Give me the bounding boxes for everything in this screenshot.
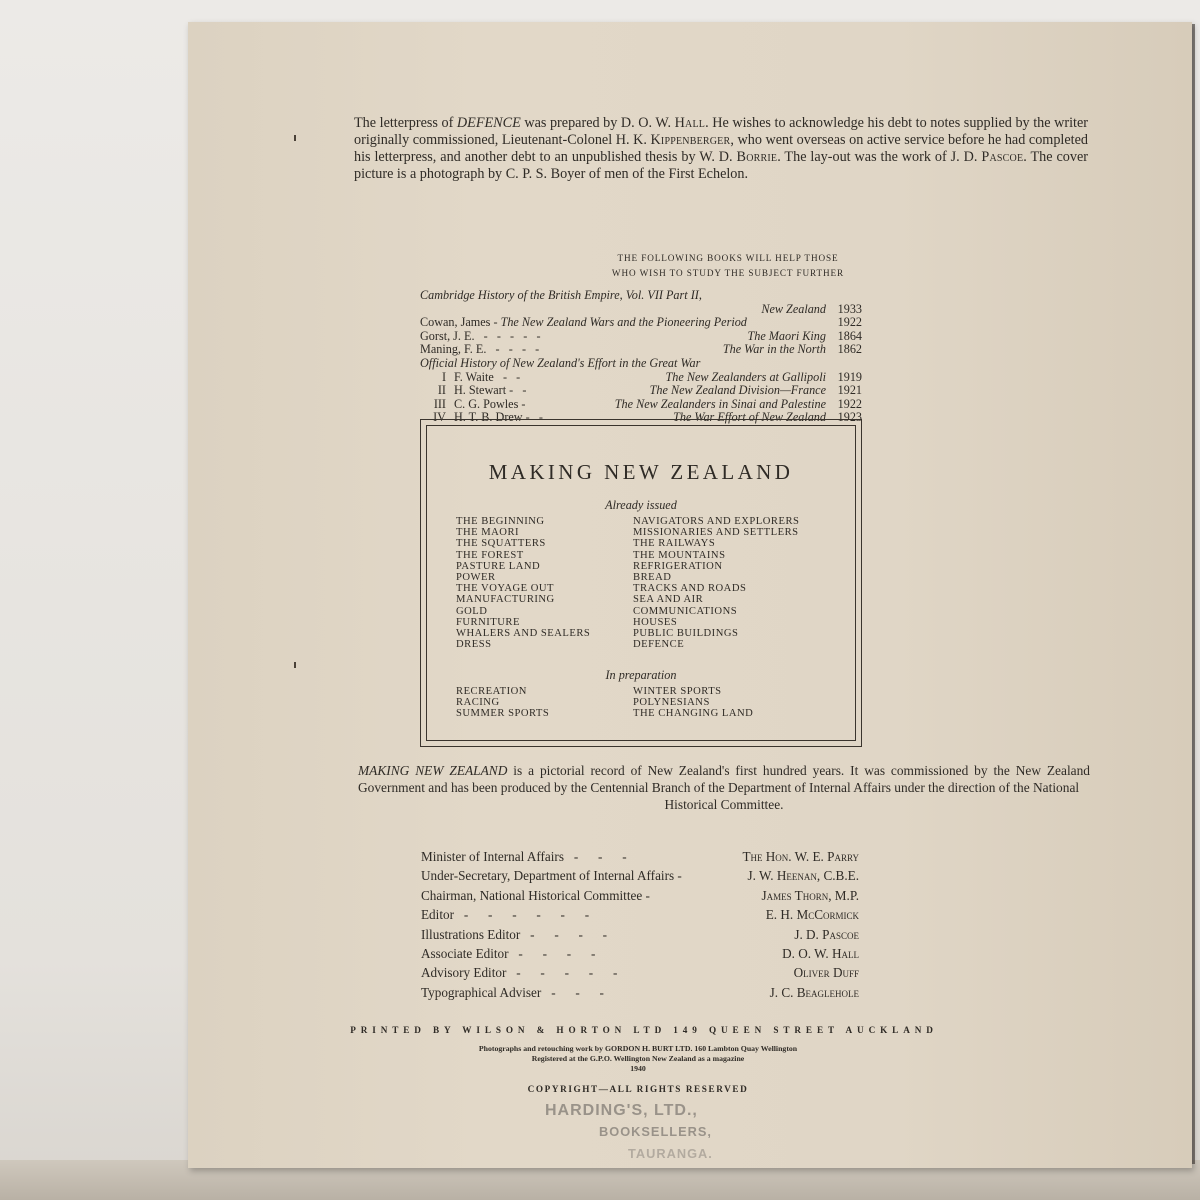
series-issue: PUBLIC BUILDINGS — [633, 627, 739, 639]
staff-row — [421, 983, 859, 1002]
staff-role: Associate Editor — [421, 945, 509, 961]
book-author: Maning, F. E. — [420, 342, 487, 357]
book-year: 1864 — [837, 328, 862, 343]
heading-line: WHO WISH TO STUDY THE SUBJECT FURTHER — [611, 268, 845, 278]
defence-title: DEFENCE — [456, 115, 521, 131]
book-row — [420, 289, 860, 303]
credits-text: . He wishes to acknowledge his debt to notes supplied by the writer originally commissioned, Lieutenant-Colonel H. K. — [354, 115, 1089, 148]
book-row — [420, 330, 860, 344]
series-issue: SEA AND AIR — [633, 594, 704, 606]
volume-row — [420, 398, 860, 412]
volume-author: H. T. B. Drew — [454, 410, 523, 425]
staff-name: J. D. Pascoe — [794, 926, 859, 942]
book-title: The New Zealand Wars and the Pioneering Period — [500, 315, 747, 330]
series-description-text: is a pictorial record of New Zealand's first hundred years. It was commissioned by the New Zealand Government and has been produced by the Centennial Branch of the Department of Internal Affairs under the direction of the National — [358, 763, 1091, 796]
book-title: The War in the North — [722, 342, 826, 357]
series-prep-issue: RECREATION — [456, 686, 527, 697]
staff-role: Editor — [421, 907, 454, 923]
volume-row — [420, 384, 860, 398]
volume-separator: - - — [506, 383, 530, 398]
staff-row — [421, 866, 859, 885]
series-issue: COMMUNICATIONS — [633, 605, 738, 617]
page-edge — [1192, 24, 1195, 1164]
volume-title: The New Zealanders in Sinai and Palestine — [614, 396, 826, 411]
series-issue: THE SQUATTERS — [456, 538, 546, 550]
volume-author: F. Waite — [454, 369, 494, 384]
series-issue: THE VOYAGE OUT — [456, 583, 555, 595]
staff-dashes: - — [674, 868, 686, 884]
margin-mark — [294, 135, 296, 141]
staff-row — [421, 963, 859, 982]
credits-text: . The cover picture is a photograph by C. P. S. Boyer of men of the First Echelon. — [354, 149, 1088, 182]
series-prep-issue: POLYNESIANS — [633, 697, 710, 709]
series-issue: WHALERS AND SEALERS — [456, 627, 591, 639]
volume-separator: - - — [493, 369, 524, 384]
volume-number: IV — [433, 410, 446, 425]
margin-mark — [294, 662, 296, 668]
series-issue: MANUFACTURING — [456, 594, 555, 606]
staff-role: Minister of Internal Affairs — [421, 849, 564, 864]
staff-name: Oliver Duff — [793, 965, 859, 981]
series-issue: THE FOREST — [456, 549, 524, 561]
series-prep-issue: SUMMER SPORTS — [456, 708, 550, 720]
credits-name: Kippenberger — [650, 132, 731, 148]
volume-separator: - - — [522, 410, 546, 425]
volume-year: 1923 — [837, 410, 862, 425]
credits-text: was prepared by D. O. W. — [520, 115, 675, 131]
staff-name: E. H. McCormick — [765, 907, 859, 923]
bookseller-stamp-line: BOOKSELLERS, — [599, 1124, 712, 1139]
book-row — [420, 316, 860, 330]
further-reading-heading — [468, 251, 988, 281]
staff-row — [421, 847, 859, 866]
heading-line: THE FOLLOWING BOOKS WILL HELP THOSE — [617, 253, 839, 263]
further-reading-list — [420, 289, 860, 425]
copyright-notice: COPYRIGHT—ALL RIGHTS RESERVED — [527, 1084, 749, 1094]
credits-name: Pascoe — [981, 149, 1024, 165]
series-prep-issue: THE CHANGING LAND — [633, 708, 754, 720]
series-description — [358, 762, 1090, 814]
series-issue: MISSIONARIES AND SETTLERS — [633, 527, 799, 539]
bookseller-stamp-line: TAURANGA. — [628, 1146, 713, 1161]
series-issue: TRACKS AND ROADS — [633, 583, 747, 595]
credits-name: Borrie — [736, 149, 778, 165]
credits-text: . The lay-out was the work of J. D. — [777, 149, 982, 165]
series-issue: DRESS — [456, 639, 492, 651]
staff-role: Chairman, National Historical Committee — [421, 887, 643, 903]
staff-role: Typographical Adviser — [421, 984, 542, 1000]
series-name: MAKING NEW ZEALAND — [358, 763, 508, 778]
staff-role: Under-Secretary, Department of Internal Affairs — [421, 868, 675, 884]
book-separator: - - - - — [486, 342, 549, 357]
staff-role: Advisory Editor — [421, 965, 507, 981]
series-issue: THE BEGINNING — [456, 516, 545, 527]
staff-name: James Thorn, M.P. — [761, 887, 859, 903]
printer-imprint: PRINTED BY WILSON & HORTON LTD 149 QUEEN STREET AUCKLAND — [350, 1025, 938, 1035]
issued-list-right — [633, 516, 799, 650]
staff-name: D. O. W. Hall — [782, 945, 859, 961]
volume-number: I — [441, 369, 446, 384]
series-issue: PASTURE LAND — [456, 560, 541, 572]
staff-name: The Hon. W. E. Parry — [742, 849, 859, 864]
volume-year: 1919 — [837, 369, 862, 384]
staff-role: Illustrations Editor — [421, 926, 521, 942]
staff-dashes: - - - — [563, 849, 630, 864]
series-issue: HOUSES — [633, 616, 678, 628]
credits-text: The letterpress of — [354, 115, 457, 131]
book-year: 1922 — [837, 315, 862, 330]
series-issue: THE RAILWAYS — [633, 538, 716, 550]
book-year: 1933 — [837, 301, 862, 316]
series-prep-issue: RACING — [456, 697, 500, 709]
series-issue: NAVIGATORS AND EXPLORERS — [633, 516, 800, 527]
staff-dashes: - - - — [541, 984, 608, 1000]
staff-dashes: - - - - - - — [453, 907, 593, 923]
volume-number: II — [437, 383, 446, 398]
prep-list-left — [456, 686, 549, 720]
book-row — [420, 303, 860, 317]
volume-number: III — [433, 396, 446, 411]
small-print — [428, 1044, 848, 1074]
staff-dashes: - — [642, 887, 654, 903]
volume-author: H. Stewart — [454, 383, 507, 398]
book-author: Gorst, J. E. — [420, 328, 475, 343]
registration-note: Registered at the G.P.O. Wellington New Zealand as a magazine — [531, 1054, 745, 1063]
prep-list-right — [633, 686, 753, 720]
series-prep-issue: WINTER SPORTS — [633, 686, 722, 697]
staff-dashes: - - - - — [520, 926, 611, 942]
book-subtitle: New Zealand — [761, 301, 826, 316]
series-issue: THE MOUNTAINS — [633, 549, 726, 561]
staff-row — [421, 905, 859, 924]
series-box — [420, 419, 862, 747]
issued-list-left — [456, 516, 590, 650]
staff-row — [421, 886, 859, 905]
volume-year: 1921 — [837, 383, 862, 398]
book-separator: - — [490, 315, 501, 330]
series-issue: GOLD — [456, 605, 488, 617]
book-author: Cowan, James — [420, 315, 491, 330]
book-row — [420, 343, 860, 357]
staff-list — [421, 847, 859, 1002]
already-issued-label: Already issued — [605, 498, 677, 512]
series-issue: THE MAORI — [456, 527, 520, 539]
photos-credit: Photographs and retouching work by GORDON H. BURT LTD. 160 Lambton Quay Wellington — [478, 1044, 798, 1053]
staff-row — [421, 925, 859, 944]
staff-row — [421, 944, 859, 963]
volume-title: The War Effort of New Zealand — [673, 410, 826, 425]
staff-name: J. C. Beaglehole — [769, 984, 859, 1000]
credits-name: Hall — [674, 115, 706, 131]
credits-paragraph — [354, 115, 1088, 183]
series-issue: POWER — [456, 571, 496, 583]
back-cover-page — [188, 22, 1192, 1168]
book-title: Cambridge History of the British Empire, Vol. VII Part II, — [420, 288, 702, 302]
bookseller-stamp-line: HARDING'S, LTD., — [545, 1102, 698, 1119]
in-preparation-label: In preparation — [605, 668, 677, 682]
staff-dashes: - - - - - — [506, 965, 621, 981]
official-history-title: Official History of New Zealand's Effort in the Great War — [420, 355, 701, 370]
series-issue: BREAD — [633, 571, 672, 583]
series-issue: DEFENCE — [633, 639, 685, 651]
book-title: The Maori King — [747, 328, 826, 343]
series-title: MAKING NEW ZEALAND — [488, 460, 794, 484]
staff-name: J. W. Heenan, C.B.E. — [747, 868, 859, 884]
book-row — [420, 357, 860, 371]
volume-row — [420, 371, 860, 385]
volume-year: 1922 — [837, 396, 862, 411]
series-issue: FURNITURE — [456, 616, 520, 628]
volume-separator: - — [518, 396, 529, 411]
staff-dashes: - - - - — [508, 945, 599, 961]
volume-title: The New Zealand Division—France — [649, 383, 826, 398]
credits-text: , who went overseas on active service before he had completed his letterpress, and another debt to an unpublished thesis by W. D. — [354, 132, 1088, 165]
series-description-last-line: Historical Committee. — [664, 797, 784, 813]
volume-title: The New Zealanders at Gallipoli — [665, 369, 826, 384]
series-issue: REFRIGERATION — [633, 560, 723, 572]
volume-author: C. G. Powles — [454, 396, 519, 411]
book-year: 1862 — [837, 342, 862, 357]
publication-year: 1940 — [630, 1064, 646, 1073]
book-separator: - - - - - — [474, 328, 550, 343]
